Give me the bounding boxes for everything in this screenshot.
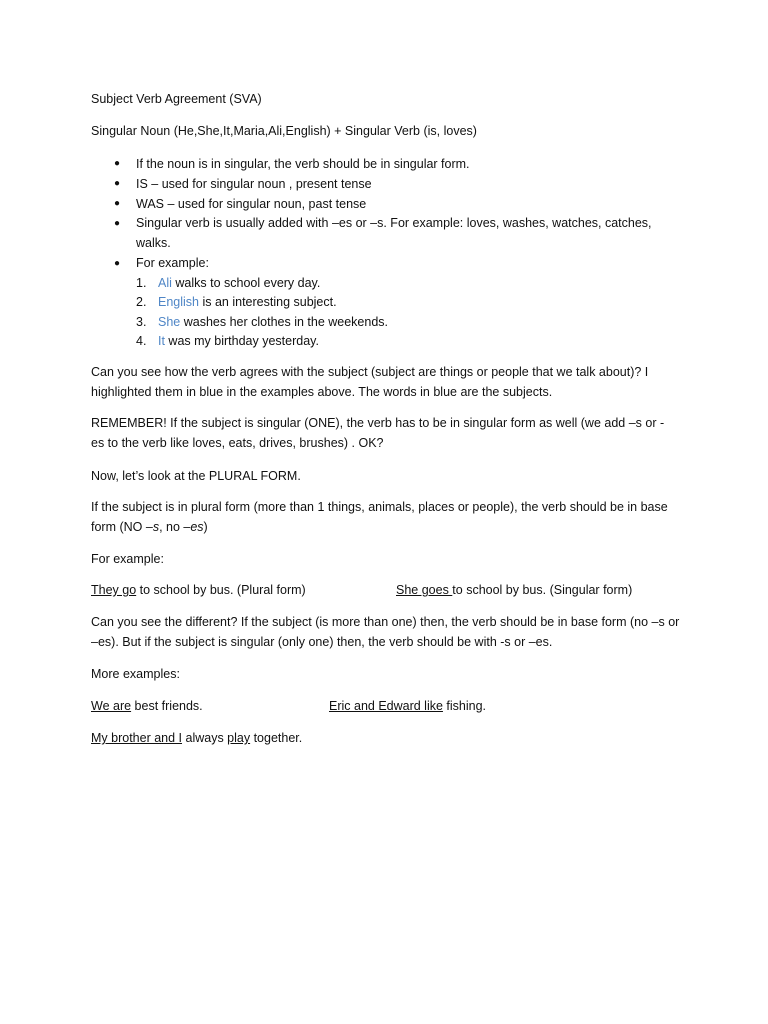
example-rest: walks to school every day. bbox=[171, 276, 321, 290]
more-a-subject-verb: We are bbox=[91, 699, 132, 713]
singular-subject-verb: She goes bbox=[396, 583, 453, 597]
paragraph-plural bbox=[91, 497, 686, 537]
example-number: 2. bbox=[136, 295, 147, 309]
bullet-item: IS – used for singular noun , present tense bbox=[136, 177, 372, 191]
plural-text: If the subject is in plural form (more than 1 things, animals, places or people), the verb should be in base form (NO – bbox=[91, 500, 668, 534]
bullet-item: If the noun is in singular, the verb should be in singular form. bbox=[136, 157, 470, 171]
more-example-c bbox=[91, 730, 302, 746]
more-c-rest: together. bbox=[250, 731, 303, 745]
more-b-rest: fishing. bbox=[442, 699, 487, 713]
example-rest: was my birthday yesterday. bbox=[164, 334, 319, 348]
singular-rest: to school by bus. (Singular form) bbox=[452, 583, 633, 597]
example-subject: It bbox=[158, 334, 165, 348]
example-subject: Ali bbox=[158, 276, 172, 290]
bullet-item: For example: bbox=[136, 256, 209, 270]
bullet-icon: ● bbox=[114, 158, 121, 169]
example-item bbox=[158, 333, 319, 349]
plural-rest: to school by bus. (Plural form) bbox=[136, 583, 306, 597]
rule-line: Singular Noun (He,She,It,Maria,Ali,English) + Singular Verb (is, loves) bbox=[91, 124, 477, 138]
example-item bbox=[158, 314, 388, 330]
more-c-verb: play bbox=[227, 731, 251, 745]
example-item bbox=[158, 294, 337, 310]
document-title: Subject Verb Agreement (SVA) bbox=[91, 92, 262, 106]
example-subject: English bbox=[158, 295, 199, 309]
example-number: 4. bbox=[136, 334, 147, 348]
bullet-icon: ● bbox=[114, 218, 121, 229]
more-examples-label: More examples: bbox=[91, 667, 180, 681]
bullet-icon: ● bbox=[114, 258, 121, 269]
bullet-icon: ● bbox=[114, 198, 121, 209]
plural-text-end: ) bbox=[203, 520, 208, 534]
paragraph-now: Now, let’s look at the PLURAL FORM. bbox=[91, 469, 301, 483]
plural-s: s bbox=[152, 520, 160, 534]
more-a-rest: best friends. bbox=[131, 699, 203, 713]
for-example-label: For example: bbox=[91, 552, 164, 566]
more-example-b bbox=[329, 698, 486, 714]
paragraph-remember: REMEMBER! If the subject is singular (ONE), the verb has to be in singular form as well (we add –s or -es to the verb like loves, eats, drives, brushes) . OK? bbox=[91, 416, 665, 450]
example-number: 1. bbox=[136, 276, 147, 290]
plural-es: es bbox=[190, 520, 204, 534]
more-b-subject-verb: Eric and Edward like bbox=[329, 699, 443, 713]
more-c-mid: always bbox=[182, 731, 228, 745]
bullet-icon: ● bbox=[114, 178, 121, 189]
compare-plural bbox=[91, 582, 306, 598]
example-item bbox=[158, 275, 320, 291]
example-number: 3. bbox=[136, 315, 147, 329]
example-rest: is an interesting subject. bbox=[199, 295, 337, 309]
compare-singular bbox=[396, 582, 632, 598]
paragraph-agree: Can you see how the verb agrees with the subject (subject are things or people that we talk about)? I highlighted them in blue in the examples above. The words in blue are the subjects. bbox=[91, 365, 649, 399]
bullet-item: Singular verb is usually added with –es or –s. For example: loves, washes, watches, catches, walks. bbox=[136, 216, 652, 250]
plural-subject-verb: They go bbox=[91, 583, 137, 597]
example-subject: She bbox=[158, 315, 181, 329]
example-rest: washes her clothes in the weekends. bbox=[180, 315, 389, 329]
more-c-subject: My brother and I bbox=[91, 731, 183, 745]
bullet-item: WAS – used for singular noun, past tense bbox=[136, 197, 367, 211]
plural-text-mid: , no – bbox=[159, 520, 191, 534]
paragraph-different: Can you see the different? If the subject (is more than one) then, the verb should be in base form (no –s or –es). But if the subject is singular (only one) then, the verb should be with -s or –es. bbox=[91, 615, 680, 649]
more-example-a bbox=[91, 698, 203, 714]
